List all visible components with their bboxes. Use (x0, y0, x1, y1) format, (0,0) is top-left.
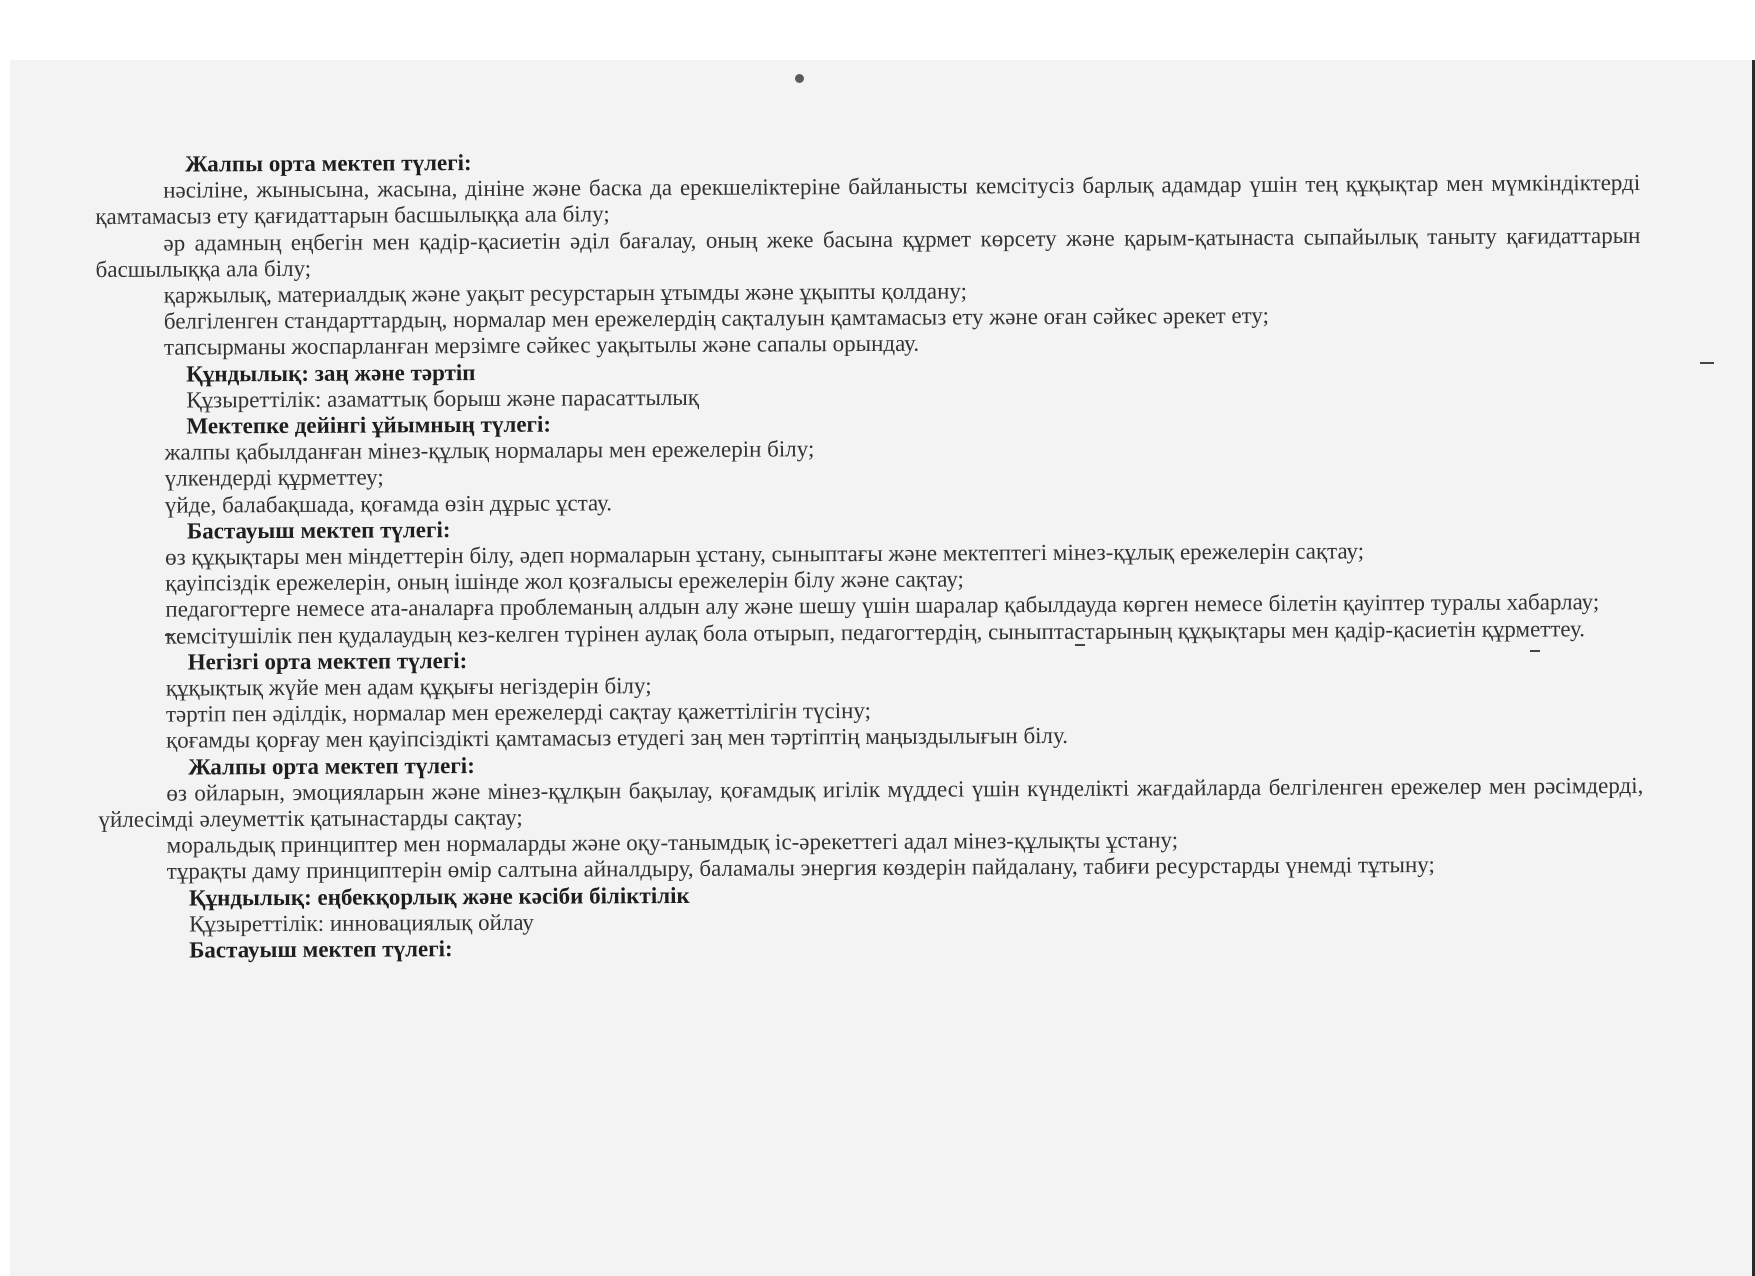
paragraph: педагогтерге немесе ата-аналарға проблеманың алдын алу және шешу үшін шаралар қабылдауда көрген немесе білетін қауіптер туралы хабарлау; (165, 589, 1600, 623)
section-heading: Бастауыш мектеп түлегі: (186, 516, 451, 544)
paragraph: моральдық принциптер мен нормаларды және оқу-танымдық іс-әрекеттегі адал мінез-құлықты ұстану; (166, 827, 1179, 858)
section-heading: Жалпы орта мектеп түлегі: (188, 752, 475, 780)
paragraph: кемсітушілік пен қудалаудың кез-келген түрінен аулақ бола отырып, педагогтердің, сыныптастарының құқықтары мен қадір-қасиетін құрметтеу. (165, 615, 1586, 649)
section-heading: Жалпы орта мектеп түлегі: (184, 150, 472, 177)
punch-hole-mark (795, 74, 804, 83)
section-heading: Негізгі орта мектеп түлегі: (187, 647, 468, 675)
paragraph: қаржылық, материалдық және уақыт ресурстарын ұтымды және ұқыпты қолдану; (163, 278, 968, 308)
scan-speck (1700, 362, 1714, 364)
document-body (95, 144, 1644, 964)
paragraph: жалпы қабылданған мінез-құлық нормалары мен ережелерін білу; (164, 436, 815, 465)
paragraph: үлкендерді құрметтеу; (164, 464, 384, 492)
competence-line: Құзыреттілік: инновациялық ойлау (188, 909, 534, 937)
paragraph: тапсырманы жоспарланған мерзімге сәйкес уақытылы және сапалы орындау. (163, 331, 920, 361)
competence-line: Құзыреттілік: азаматтық борыш және парасаттылық (186, 384, 700, 413)
paragraph: өз құқықтары мен міндеттерін білу, әдеп нормаларын ұстану, сыныптағы және мектептегі мінез-құлық ережелерін сақтау; (165, 538, 1365, 570)
paragraph: қауіпсіздік ережелерін, оның ішінде жол қозғалысы ережелерін білу және сақтау; (165, 566, 964, 596)
section-heading: Мектепке дейінгі ұйымның түлегі: (186, 411, 552, 439)
paragraph: тәртіп пен әділдік, нормалар мен ережелерді сақтау қажеттілігін түсіну; (165, 698, 872, 727)
paragraph: құқықтық жүйе мен адам құқығы негіздерін білу; (165, 673, 652, 701)
paragraph: қоғамды қорғау мен қауіпсіздікті қамтамасыз етудегі заң мен тәртіптің маңыздылығын білу. (166, 723, 1069, 754)
section-heading: Бастауыш мектеп түлегі: (189, 936, 453, 963)
paragraph: нәсіліне, жынысына, жасына, дініне және баска да ерекшеліктеріне байланысты кемсітусіз барлық адамдар үшін тең құқықтар мен мүмкіндіктерді қамтамасыз ету қағидаттарын басшылыққа ала білу; (95, 170, 1641, 230)
value-heading: Құндылық: заң және тәртіп (186, 359, 476, 387)
paragraph: тұрақты даму принциптерін өмір салтына айналдыру, баламалы энергия көздерін пайдалану, табиғи ресурстарды үнемді тұтыну; (166, 852, 1435, 885)
paragraph: белгіленген стандарттардың, нормалар мен ережелердің сақталуын қамтамасыз ету және оған сәйкес әрекет ету; (163, 303, 1270, 334)
paragraph: әр адамның еңбегін мен қадір-қасиетін әділ бағалау, оның жеке басына құрмет көрсету және қарым-қатынаста сыпайылық таныту қағидаттарын басшылыққа ала білу; (95, 222, 1641, 282)
paragraph: үйде, балабақшада, қоғамда өзін дұрыс ұстау. (164, 489, 613, 518)
paragraph: өз ойларын, эмоцияларын және мінез-құлқын бақылау, қоғамдық игілік мүддесі үшін күнделікті жағдайларда белгіленген ережелер мен рәсімдерді, үйлесімді әлеуметтік қатынастарды сақтау; (98, 772, 1644, 833)
value-heading: Құндылық: еңбекқорлық және кәсіби біліктілік (188, 882, 690, 911)
